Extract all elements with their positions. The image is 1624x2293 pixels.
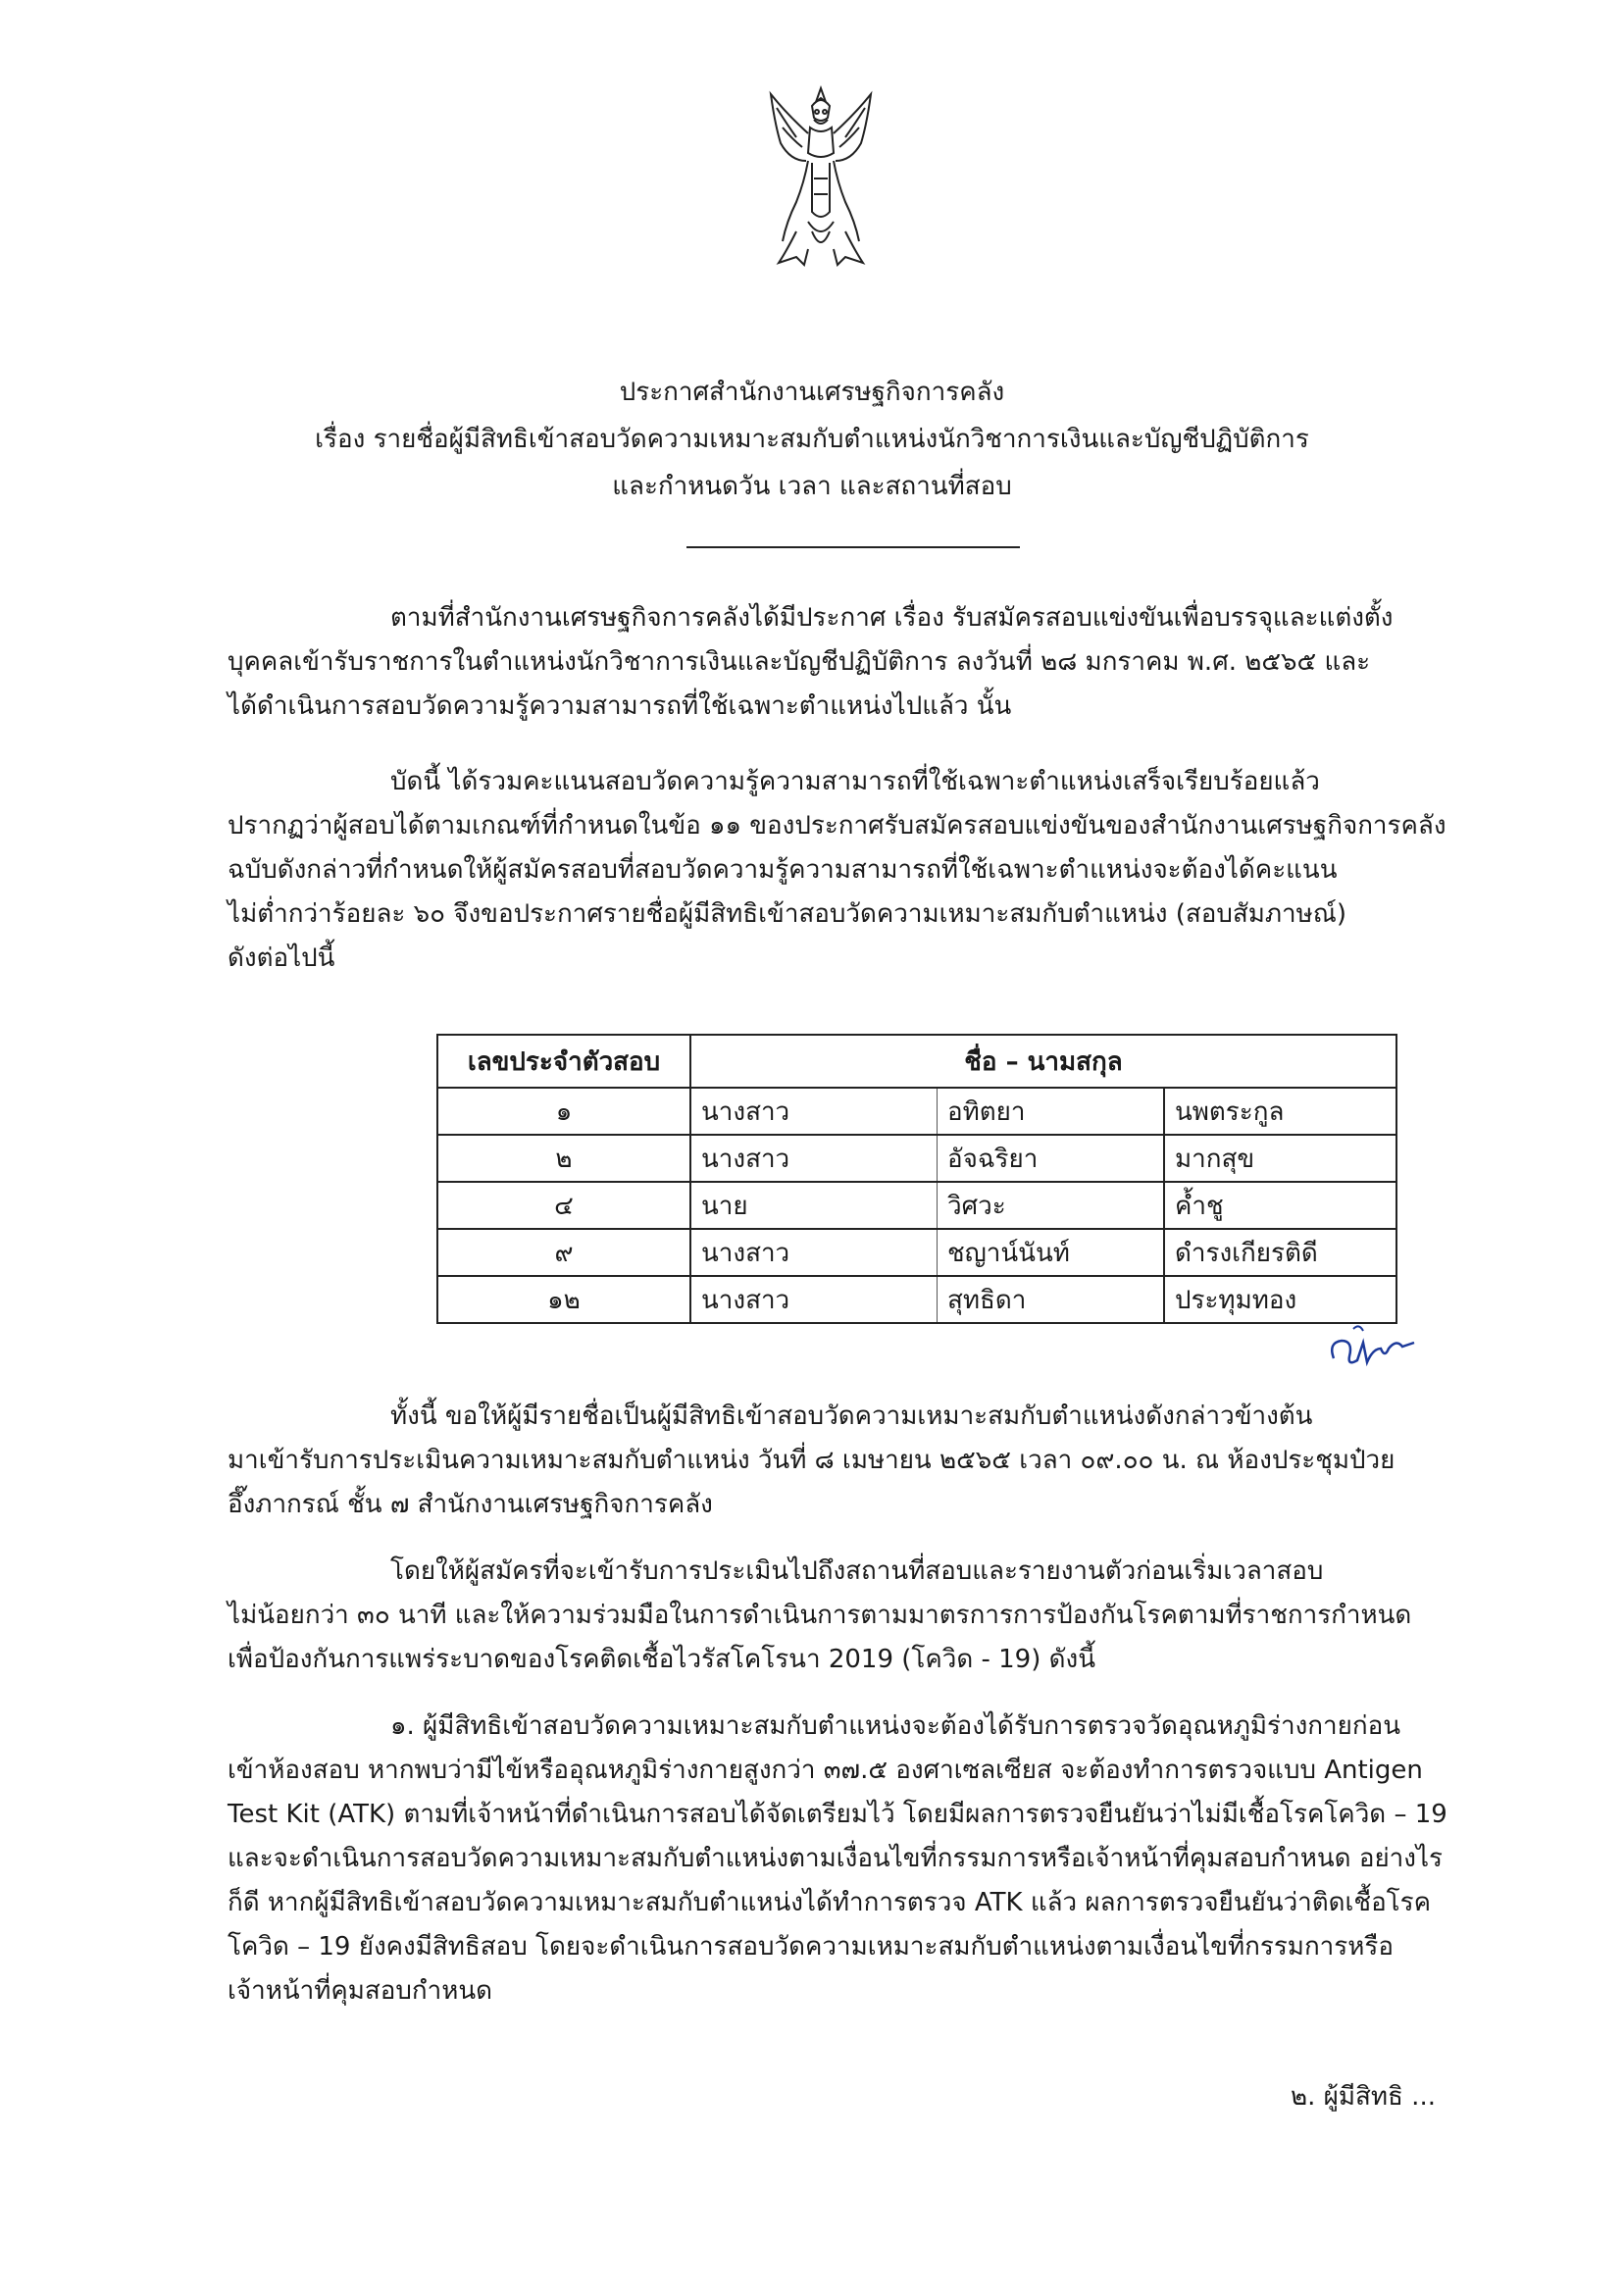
last-name-cell: มากสุข [1164,1135,1396,1182]
table-row [437,1182,1396,1229]
text-line: เพื่อป้องกันการแพร่ระบาดของโรคติดเชื้อไวรัสโคโรนา 2019 (โควิด - 19) ดังนี้ [228,1645,1095,1674]
first-name-cell: สุทธิดา [938,1276,1165,1323]
table-header-row [437,1035,1396,1088]
text-line: ไม่น้อยกว่า ๓๐ นาที และให้ความร่วมมือในการดำเนินการตามมาตรการการป้องกันโรคตามที่ราชการกำหนด [228,1601,1412,1630]
last-name-cell: ประทุมทอง [1164,1276,1396,1323]
first-name-cell: อทิตยา [938,1088,1165,1135]
signature-initials [1324,1319,1422,1373]
text-line: ปรากฏว่าผู้สอบได้ตามเกณฑ์ที่กำหนดในข้อ ๑๑ ของประกาศรับสมัครสอบแข่งขันของสำนักงานเศรษฐกิจการคลัง [228,811,1446,841]
garuda-emblem-icon [757,84,885,271]
text-line: โควิด – 19 ยังคงมีสิทธิสอบ โดยจะดำเนินการสอบวัดความเหมาะสมกับตำแหน่งตามเงื่อนไขที่กรรมการหรือ [228,1932,1394,1962]
paragraph-requirements [228,1550,1463,1682]
column-header-name: ชื่อ – นามสกุล [690,1035,1396,1088]
text-line: Test Kit (ATK) ตามที่เจ้าหน้าที่ดำเนินการสอบได้จัดเตรียมไว้ โดยมีผลการตรวจยืนยันว่าไม่มีเชื้อโรคโควิด – 19 [228,1800,1447,1829]
first-name-cell: วิศวะ [938,1182,1165,1229]
last-name-cell: นพตระกูล [1164,1088,1396,1135]
text-line: ก็ดี หากผู้มีสิทธิเข้าสอบวัดความเหมาะสมกับตำแหน่งได้ทำการตรวจ ATK แล้ว ผลการตรวจยืนยันว่าติดเชื้อโรค [228,1888,1432,1917]
text-line: อึ๊งภากรณ์ ชั้น ๗ สำนักงานเศรษฐกิจการคลัง [228,1490,713,1519]
paragraph-background [228,596,1463,729]
announcement-title: ประกาศสำนักงานเศรษฐกิจการคลัง [619,378,1005,407]
title-cell: นางสาว [690,1229,938,1276]
exam-id-cell: ๒ [437,1135,690,1182]
text-line: ทั้งนี้ ขอให้ผู้มีรายชื่อเป็นผู้มีสิทธิเข้าสอบวัดความเหมาะสมกับตำแหน่งดังกล่าวข้างต้น [390,1401,1313,1431]
last-name-cell: ค้ำชู [1164,1182,1396,1229]
text-line: มาเข้ารับการประเมินความเหมาะสมกับตำแหน่ง วันที่ ๘ เมษายน ๒๕๖๕ เวลา ๐๙.๐๐ น. ณ ห้องประชุมป๋วย [228,1446,1396,1475]
last-name-cell: ดำรงเกียรติดี [1164,1229,1396,1276]
paragraph-covid-measures [228,1705,1463,2013]
announcement-subject-cont: และกำหนดวัน เวลา และสถานที่สอบ [612,472,1012,501]
page-continuation: ๒. ผู้มีสิทธิ ... [1291,2082,1436,2112]
header-divider [686,546,1020,548]
text-line: เจ้าหน้าที่คุมสอบกำหนด [228,1976,493,2006]
title-cell: นางสาว [690,1088,938,1135]
text-line: ตามที่สำนักงานเศรษฐกิจการคลังได้มีประกาศ เรื่อง รับสมัครสอบแข่งขันเพื่อบรรจุและแต่งตั้ง [390,603,1394,633]
text-line: ได้ดำเนินการสอบวัดความรู้ความสามารถที่ใช้เฉพาะตำแหน่งไปแล้ว นั้น [228,691,1012,721]
text-line: บัดนี้ ได้รวมคะแนนสอบวัดความรู้ความสามารถที่ใช้เฉพาะตำแหน่งเสร็จเรียบร้อยแล้ว [390,767,1320,796]
text-line: บุคคลเข้ารับราชการในตำแหน่งนักวิชาการเงินและบัญชีปฏิบัติการ ลงวันที่ ๒๘ มกราคม พ.ศ. ๒๕๖๕ และ [228,647,1371,677]
announcement-subject: เรื่อง รายชื่อผู้มีสิทธิเข้าสอบวัดความเหมาะสมกับตำแหน่งนักวิชาการเงินและบัญชีปฏิบัติการ [315,425,1309,454]
exam-id-cell: ๔ [437,1182,690,1229]
first-name-cell: อัจฉริยา [938,1135,1165,1182]
table-row [437,1276,1396,1323]
table-row [437,1088,1396,1135]
title-cell: นางสาว [690,1135,938,1182]
candidate-table [436,1034,1397,1324]
table-row [437,1135,1396,1182]
announcement-header [0,369,1624,510]
title-cell: นางสาว [690,1276,938,1323]
table-row [437,1229,1396,1276]
first-name-cell: ชญาน์นันท์ [938,1229,1165,1276]
exam-id-cell: ๙ [437,1229,690,1276]
text-line: และจะดำเนินการสอบวัดความเหมาะสมกับตำแหน่งตามเงื่อนไขที่กรรมการหรือเจ้าหน้าที่คุมสอบกำหนด อย่างไร [228,1844,1444,1873]
text-line: ไม่ต่ำกว่าร้อยละ ๖๐ จึงขอประกาศรายชื่อผู้มีสิทธิเข้าสอบวัดความเหมาะสมกับตำแหน่ง (สอบสัมภาษณ์) [228,899,1347,929]
text-line: ฉบับดังกล่าวที่กำหนดให้ผู้สมัครสอบที่สอบวัดความรู้ความสามารถที่ใช้เฉพาะตำแหน่งจะต้องได้คะแนน [228,855,1338,885]
paragraph-schedule [228,1395,1463,1527]
text-line: เข้าห้องสอบ หากพบว่ามีไข้หรืออุณหภูมิร่างกายสูงกว่า ๓๗.๕ องศาเซลเซียส จะต้องทำการตรวจแบบ Antigen [228,1756,1423,1785]
title-cell: นาย [690,1182,938,1229]
paragraph-announcement [228,760,1463,981]
column-header-exam-id: เลขประจำตัวสอบ [437,1035,690,1088]
text-line: โดยให้ผู้สมัครที่จะเข้ารับการประเมินไปถึงสถานที่สอบและรายงานตัวก่อนเริ่มเวลาสอบ [390,1556,1324,1586]
exam-id-cell: ๑ [437,1088,690,1135]
text-line: ๑. ผู้มีสิทธิเข้าสอบวัดความเหมาะสมกับตำแหน่งจะต้องได้รับการตรวจวัดอุณหภูมิร่างกายก่อน [390,1711,1400,1741]
text-line: ดังต่อไปนี้ [228,943,335,973]
exam-id-cell: ๑๒ [437,1276,690,1323]
